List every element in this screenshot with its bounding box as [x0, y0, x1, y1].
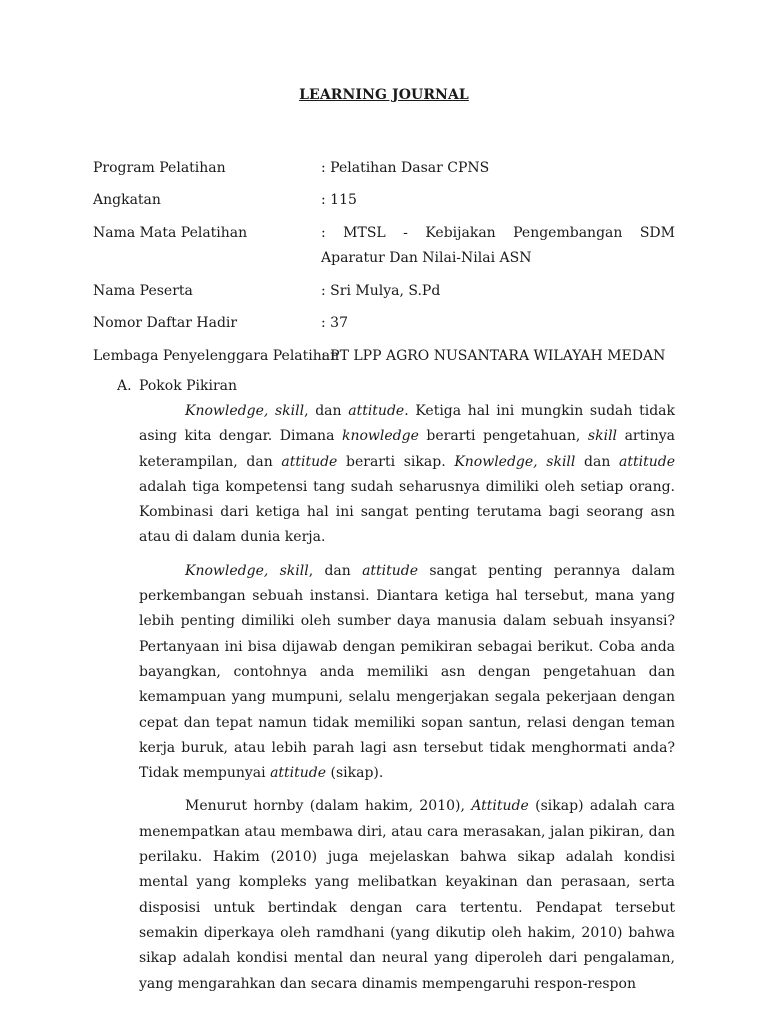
text-run: adalah tiga kompetensi tang sudah seharusnya dimiliki oleh setiap orang. Kombinasi dari ketiga hal ini sangat penting terutama bagi seorang asn atau di dalam dunia kerja. — [139, 478, 675, 546]
meta-value: : MTSL - Kebijakan Pengembangan SDM Aparatur Dan Nilai-Nilai ASN — [321, 225, 675, 266]
text-run: . Ketiga hal ini mungkin sudah tidak asing kita dengar. Dimana — [139, 403, 675, 445]
meta-row-peserta — [93, 279, 675, 304]
meta-label: Nama Mata Pelatihan — [93, 225, 248, 241]
paragraph — [139, 399, 675, 551]
italic-term: Knowledge, skill — [454, 453, 576, 470]
section-letter: A. — [117, 378, 132, 394]
italic-term: attitude — [362, 562, 419, 579]
text-run: dan — [575, 453, 620, 470]
meta-row-angkatan — [93, 188, 675, 213]
text-run: , dan — [304, 403, 349, 419]
meta-row-daftar-hadir — [93, 311, 675, 336]
meta-value: : 115 — [321, 192, 357, 208]
italic-term: attitude — [619, 453, 675, 470]
meta-label: Lembaga Penyelenggara Pelatihan — [93, 348, 340, 364]
italic-term: Knowledge, skill — [185, 403, 305, 419]
meta-row-lembaga — [93, 344, 675, 369]
section-title: Pokok Pikiran — [139, 378, 238, 394]
body-text — [139, 399, 675, 1005]
meta-value: : Sri Mulya, S.Pd — [321, 283, 441, 299]
text-run: Menurut hornby (dalam hakim, 2010), — [185, 798, 472, 815]
italic-term: attitude — [270, 765, 327, 782]
text-run: (sikap). — [326, 765, 384, 782]
meta-label: Nomor Daftar Hadir — [93, 315, 238, 331]
text-run: berarti sikap. — [337, 453, 455, 470]
text-run: sangat penting perannya dalam perkembangan sebuah instansi. Diantara ketiga hal tersebut, mana yang lebih penting dimiliki oleh sumber daya manusia dalam sebuah insyansi? Pertanyaan ini bisa dijawab dengan pemikiran sebagai berikut. Coba anda bayangkan, contohnya anda memiliki asn dengan pengetahuan dan kemampuan yang mumpuni, selalu mengerjakan segala pekerjaan dengan cepat dan tepat namun tidak memiliki sopan santun, relasi dengan teman kerja buruk, atau lebih parah lagi asn tersebut tidak menghormati anda? Tidak mempunyai — [139, 562, 675, 782]
participant-info — [93, 156, 675, 369]
italic-term: attitude — [281, 453, 338, 470]
italic-term: attitude — [348, 403, 405, 419]
paragraph — [139, 794, 675, 996]
italic-term: Knowledge, skill — [185, 562, 309, 579]
meta-value: : Pelatihan Dasar CPNS — [321, 160, 490, 176]
text-run: berarti pengetahuan, — [418, 428, 588, 445]
meta-value: : 37 — [321, 315, 348, 331]
meta-value: : PT LPP AGRO NUSANTARA WILAYAH MEDAN — [321, 348, 666, 364]
text-run: artinya keterampilan, dan — [139, 428, 675, 470]
meta-label: Program Pelatihan — [93, 160, 226, 176]
section-heading — [117, 375, 237, 397]
italic-term: skill — [587, 428, 618, 445]
text-run: , dan — [308, 562, 363, 579]
meta-row-program — [93, 156, 675, 181]
paragraph — [139, 559, 675, 787]
meta-label: Nama Peserta — [93, 283, 193, 299]
italic-term: knowledge — [341, 428, 419, 445]
document-title: LEARNING JOURNAL — [299, 87, 469, 103]
meta-label: Angkatan — [93, 192, 161, 208]
text-run: (sikap) adalah cara menempatkan atau membawa diri, atau cara merasakan, jalan pikiran, dan perilaku. Hakim (2010) juga mejelaskan bahwa sikap adalah kondisi mental yang kompleks yang melibatkan keyakinan dan perasaan, serta disposisi untuk bertindak dengan cara tertentu. Pendapat tersebut semakin diperkaya oleh ramdhani (yang dikutip oleh hakim, 2010) bahwa sikap adalah kondisi mental dan neural yang diperoleh dari pengalaman, yang mengarahkan dan secara dinamis mempengaruhi respon-respon — [139, 798, 675, 992]
meta-row-mata-pelatihan — [93, 221, 675, 271]
italic-term: Attitude — [471, 798, 529, 815]
